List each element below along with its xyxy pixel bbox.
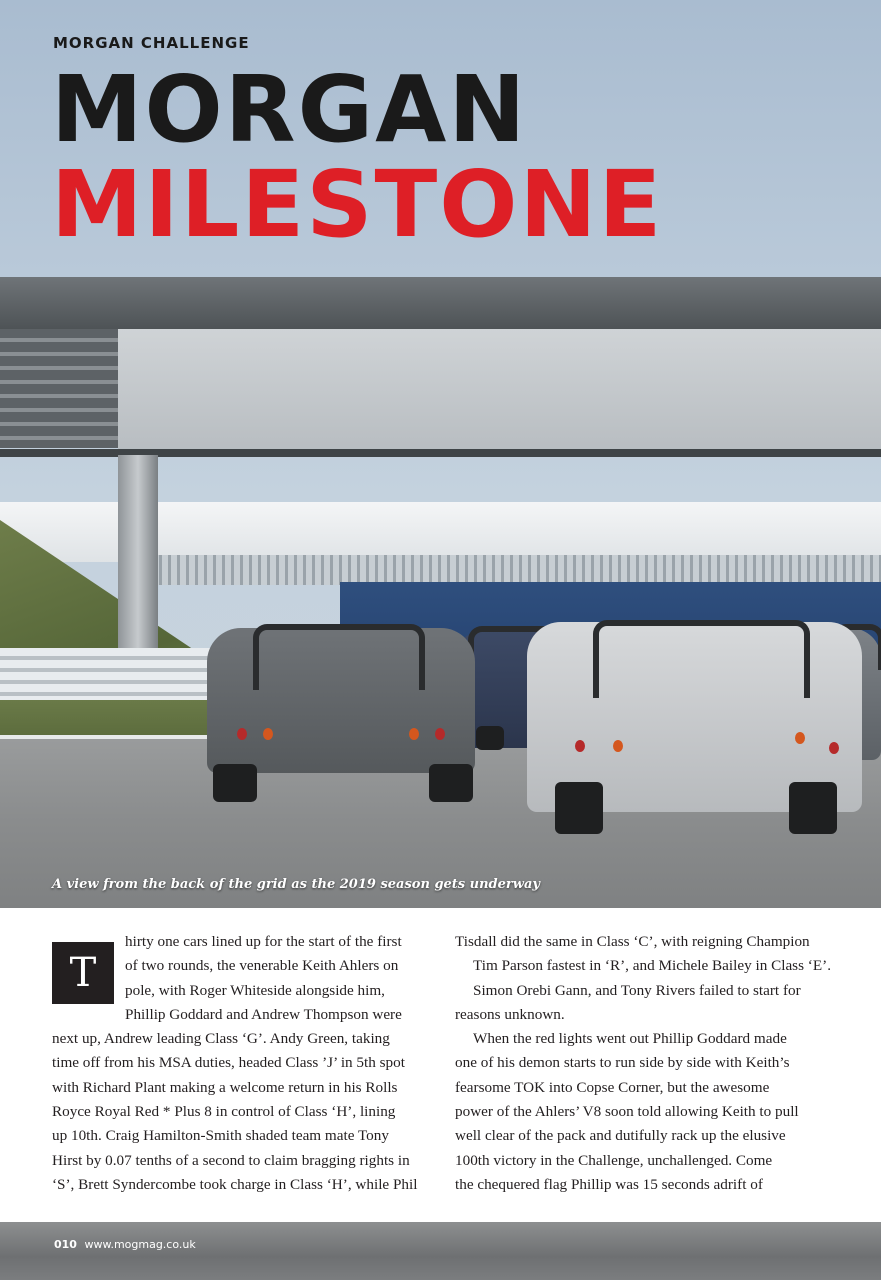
tail-light — [263, 728, 273, 740]
website-link[interactable]: www.mogmag.co.uk — [84, 1238, 196, 1251]
tail-light — [435, 728, 445, 740]
article-column-left — [52, 930, 424, 1197]
text-line: the chequered flag Phillip was 15 seconds adrift of — [455, 1175, 763, 1193]
tail-light — [829, 742, 839, 754]
headline-line-1: MORGAN — [51, 56, 528, 163]
text-line: next up, Andrew leading Class ‘G’. Andy Green, taking — [52, 1030, 390, 1048]
race-car — [207, 628, 475, 773]
text-line: with Richard Plant making a welcome return in his Rolls — [52, 1078, 398, 1096]
text-line: 100th victory in the Challenge, unchallenged. Come — [455, 1151, 773, 1169]
text-line: reasons unknown. — [455, 1005, 565, 1023]
text-line: Tisdall did the same in Class ‘C’, with reigning Champion — [455, 933, 810, 950]
text-line: Phillip Goddard and Andrew Thompson were — [125, 1005, 402, 1023]
tyre — [429, 764, 473, 802]
text-line: of two rounds, the venerable Keith Ahlers on — [125, 957, 399, 975]
tyre — [789, 782, 837, 834]
text-line: fearsome TOK into Copse Corner, but the awesome — [455, 1078, 770, 1096]
tyre — [476, 726, 504, 750]
race-car — [527, 622, 862, 812]
folio — [54, 1238, 196, 1251]
text-line: Simon Orebi Gann, and Tony Rivers failed to start for — [473, 981, 801, 999]
text-line: one of his demon starts to run side by side with Keith’s — [455, 1054, 790, 1072]
photo-caption: A view from the back of the grid as the 2019 season gets underway — [52, 877, 540, 892]
paragraph — [455, 930, 831, 979]
tyre — [213, 764, 257, 802]
text-line: time off from his MSA duties, headed Class ’J’ in 5th spot — [52, 1054, 405, 1072]
catch-fence — [150, 555, 881, 585]
page-number: 010 — [54, 1238, 77, 1251]
text-line: up 10th. Craig Hamilton-Smith shaded team mate Tony — [52, 1127, 389, 1145]
text-line: Hirst by 0.07 tenths of a second to claim bragging rights in — [52, 1151, 410, 1169]
tail-light — [237, 728, 247, 740]
roll-cage — [253, 624, 425, 690]
text-line: pole, with Roger Whiteside alongside him, — [125, 981, 385, 999]
roll-cage — [593, 620, 810, 698]
text-line: When the red lights went out Phillip Goddard made — [473, 1030, 787, 1048]
tyre — [555, 782, 603, 834]
text-line: hirty one cars lined up for the start of the first — [125, 933, 402, 950]
text-line: well clear of the pack and dutifully rack up the elusive — [455, 1127, 786, 1145]
headline-line-2: MILESTONE — [51, 151, 664, 258]
article-column-right — [455, 930, 831, 1197]
tail-light — [795, 732, 805, 744]
text-line: Tim Parson fastest in ‘R’, and Michele Bailey in Class ‘E’. — [473, 957, 831, 975]
footer-strip — [0, 1222, 881, 1280]
grandstand-panel — [118, 329, 881, 457]
text-line: power of the Ahlers’ V8 soon told allowing Keith to pull — [455, 1103, 799, 1121]
section-kicker: MORGAN CHALLENGE — [53, 34, 250, 52]
paragraph — [52, 930, 424, 1197]
paragraph — [455, 1027, 827, 1197]
tail-light — [575, 740, 585, 752]
tail-light — [409, 728, 419, 740]
text-line: Royce Royal Red * Plus 8 in control of Class ‘H’, lining — [52, 1103, 396, 1121]
text-line: ‘S’, Brett Syndercombe took charge in Class ‘H’, while Phil — [52, 1175, 418, 1193]
drop-cap: T — [52, 942, 114, 1004]
tail-light — [613, 740, 623, 752]
paragraph — [455, 979, 827, 1028]
grandstand-roof — [0, 277, 881, 329]
